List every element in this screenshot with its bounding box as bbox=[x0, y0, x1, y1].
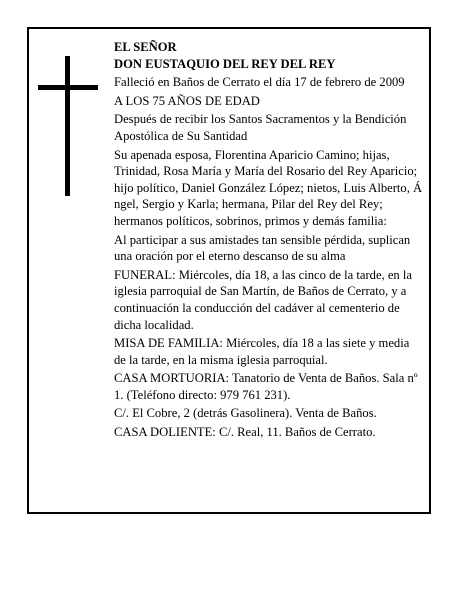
sacraments: Después de recibir los Santos Sacramentos y la Bendición Apostólica de Su Santidad bbox=[114, 112, 407, 143]
obituary-title: EL SEÑOR bbox=[114, 40, 177, 54]
obituary-text bbox=[114, 39, 424, 443]
prayer-request: Al participar a sus amistades tan sensible pérdida, suplican una oración por el eterno descanso de su alma bbox=[114, 232, 411, 264]
mourning-house: CASA DOLIENTE: C/. Real, 11. Baños de Cerrato. bbox=[114, 425, 376, 440]
funeral-details: FUNERAL: Miércoles, día 18, a las cinco de la tarde, en la iglesia parroquial de San Martín, de Baños de Cerrato, y a continuación la conducción del cadáver al cementerio de dicha localidad. bbox=[114, 267, 412, 332]
family-list: Su apenada esposa, Florentina Aparicio Camino; hijas, Trinidad, Rosa María y María del Rosario del Rey Aparicio; hijo político, Daniel González López; nietos, Luis Alberto, Á ngel, Sergio y Karla; hermana, Pilar del Rey del Rey; hermanos políticos, sobrinos, primos y demás familia: bbox=[114, 147, 423, 228]
family-mass: MISA DE FAMILIA: Miércoles, día 18 a las siete y media de la tarde, en la misma iglesia parroquial. bbox=[114, 336, 410, 367]
cross-horizontal-bar bbox=[38, 85, 98, 90]
deceased-name: DON EUSTAQUIO DEL REY DEL REY bbox=[114, 56, 336, 71]
death-date: Falleció en Baños de Cerrato el día 17 de febrero de 2009 bbox=[114, 75, 405, 90]
age: A LOS 75 AÑOS DE EDAD bbox=[114, 93, 260, 108]
funeral-home: CASA MORTUORIA: Tanatorio de Venta de Baños. Sala nº 1. (Teléfono directo: 979 761 231). bbox=[114, 371, 418, 402]
cross-vertical-bar bbox=[65, 56, 70, 196]
funeral-home-address: C/. El Cobre, 2 (detrás Gasolinera). Venta de Baños. bbox=[114, 406, 377, 421]
